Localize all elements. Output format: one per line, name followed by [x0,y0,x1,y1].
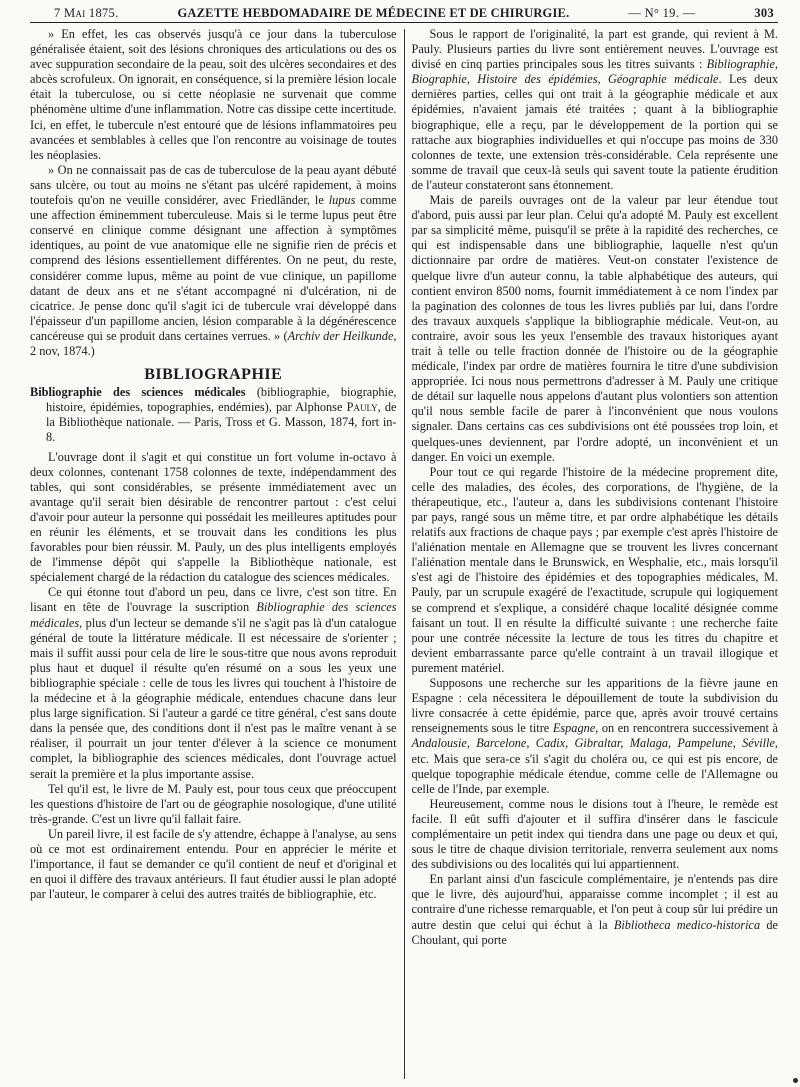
paragraph: Pour tout ce qui regarde l'histoire de la médecine proprement dite, celle des maladies, des écoles, des corporations, de l'hygiène, de la thérapeutique, etc., l'auteur a, dans les subdivisions contenant l'histoire par pays, rangé sous un même titre, et par ordre alphabétique les détails relatifs aux fractions de chaque pays ; par exemple c'est après l'histoire de l'aliénation mentale en Allemagne que se trouvent les livres concernant l'aliénation mentale dans le Brunswick, en Wesphalie, etc., mais lorsqu'il s'est agi de l'histoire des épidémies et des topographies médicales, M. Pauly, par un scrupule exagéré de l'exactitude, scrupule qui logiquement se comprend et s'explique, a considéré chaque localité désignée comme faisant un tout. Il en résulte la difficulté suivante : une recherche faite pour une contrée nécessite la lecture de tous les titres du chapitre et devient embarrassante parce qu'elle contraint à un travail illogique et purement matériel. [411,464,778,675]
paragraph: Supposons une recherche sur les apparitions de la fièvre jaune en Espagne : cela nécessitera le dépouillement de toute la subdivision du livre consacrée à cette épidémie, parce que, après avoir trouvé certains renseignements sous le titre Espagne, on en rencontrera successivement à Andalousie, Barcelone, Cadix, Gibraltar, Malaga, Pampelune, Séville, etc. Mais que sera-ce s'il s'agit du choléra ou, ce qui est pis encore, de quelque topographie médicale étendue, comme celle de l'Allemagne ou celle de l'Inde, par exemple. [411,676,778,796]
issue-number: — N° 19. — [628,6,696,20]
paragraph: Heureusement, comme nous le disions tout à l'heure, le remède est facile. Il eût suffi d'ajouter et il suffira d'insérer dans le fascicule complémentaire un petit index qui tiendra dans une page ou deux et qui, sous le titre de chaque division territoriale, renverra seulement aux noms des subdivisions ou des localités qui lui appartiennent. [411,796,778,872]
right-column [405,27,779,1079]
paragraph: L'ouvrage dont il s'agit et qui constitue un fort volume in-octavo à deux colonnes, contenant 1758 colonnes de texte, indépendamment des tables, qui sont considérables, se présente immédiatement avec un avantage qu'il serait bien désirable de rencontrer partout : c'est celui d'avoir pour auteur la personne qui possédait les meilleures aptitudes pour en réunir les éléments, et se trouvait dans les conditions les plus favorables pour bien réussir. M. Pauly, un des plus intelligents employés de l'immense dépôt qui s'appelle la Bibliothèque nationale, est spécialement chargé de la rédaction du catalogue des sciences médicales. [30,449,397,585]
paragraph: Ce qui étonne tout d'abord un peu, dans ce livre, c'est son titre. En lisant en tête de l'ouvrage la suscription Bibliographie des sciences médicales, plus d'un lecteur se demande s'il ne s'agit pas là d'un catalogue général de toute la littérature médicale. Il est nécessaire de s'orienter ; mais il suffit aussi pour cela de lire le sous-titre que nous avons reproduit plus haut et duquel il résulte qu'en résumé on a sous les yeux une bibliographie spéciale : celle de tous les livres qui touchent à l'histoire de la médecine et à la géographie médicale, entendues chacune dans leur plus large signification. Si l'auteur a gardé ce titre général, c'est sans doute dans la pensée que, des conditions dont il n'est pas le maître venant à se réaliser, il pourrait un jour tenter d'élever à la science ce monument complet, la bibliographie des sciences médicales, dont l'ouvrage actuel serait la première et la plus importante assise. [30,585,397,781]
running-head [30,6,778,23]
bibliography-entry: Bibliographie des sciences médicales (bibliographie, biographie, histoire, épidémies, topographies, endémies), par Alphonse Pauly, de la Bibliothèque nationale. — Paris, Tross et G. Masson, 1874, fort in-8. [30,385,397,445]
text-columns [30,27,778,1079]
paragraph: » En effet, les cas observés jusqu'à ce jour dans la tuberculose généralisée étaient, soit des lésions chroniques des articulations ou des os avec suppuration secondaire de la peau, soit des ulcères secondaires et des abcès scrofuleux. On ignorait, en conséquence, si la première lésion locale était la tuberculose, ou si cette néoplasie ne survenait que comme phénomène ultime d'une inflammation. Notre cas dissipe cette incertitude. Ici, en effet, le tubercule n'est entouré que de lésions inflammatoires peu avancées et semblables à celles que l'on rencontre au voisinage de toutes les néoplasies. [30,27,397,162]
paragraph: Tel qu'il est, le livre de M. Pauly est, pour tous ceux que préoccupent les questions d'histoire de l'art ou de géographie nosologique, d'une utilité très-grande. C'est un livre qu'il fallait faire. [30,781,397,826]
paragraph: Mais de pareils ouvrages ont de la valeur par leur étendue tout d'abord, puis aussi par leur plan. Celui qu'a adopté M. Pauly est excellent par sa simplicité même, puisqu'il se prête à la rapidité des recherches, ce qui est indispensable dans une bibliographie, laquelle n'est qu'un dictionnaire par ordre de matières. Veut-on constater l'existence de quelque livre d'un auteur connu, la table alphabétique des auteurs, qui contient environ 8500 noms, fournit immédiatement à ce nom l'index par la pagination des colonnes de tous les livres publiés par lui, dans l'ordre des travaux auxquels s'applique la bibliographie médicale. Veut-on, au contraire, avoir sous les yeux l'ensemble des travaux historiques ayant trait à telle ou telle fraction donnée de l'histoire ou de la géographie médicale, l'index par ordre de matières fournira le titre d'une subdivision appropriée. Ici nous nous permettrons d'adresser à M. Pauly une critique de détail sur laquelle nous appelons d'autant plus volontiers son attention qu'il nous semble facile de parer à l'inconvénient que nous voulons signaler. Dans certains cas ces subdivisions ont été poussées trop loin, et quelques-unes deviennent, par l'ordre adopté, un inconvénient et un danger. En voici un exemple. [411,193,778,464]
paragraph: Sous le rapport de l'originalité, la part est grande, qui revient à M. Pauly. Plusieurs parties du livre sont entièrement neuves. L'ouvrage est divisé en cinq parties principales sous les titres suivants : Bibliographie, Biographie, Histoire des épidémies, Géographie médicale. Les deux dernières parties, celles qui ont trait à la géographie médicale et aux épidémies, n'avaient jamais été traitées ; quant à la bibliographie biographique, elle a reçu, par le développement de la portion qui se rattache aux biographies individuelles et qui n'occupe pas moins de 330 colonnes de texte, une extension très-considérable. Cela représente une somme de travail que ceux-là seuls qui savent toute la patiente érudition de l'auteur constateront sans étonnement. [411,27,778,192]
scan-dot-mark [793,1078,798,1083]
journal-title: GAZETTE HEBDOMADAIRE DE MÉDECINE ET DE CHIRURGIE. [177,6,570,20]
paragraph: En parlant ainsi d'un fascicule complémentaire, je n'entends pas dire que le livre, dès aujourd'hui, apparaisse comme incomplet ; il est au contraire d'une richesse remarquable, et l'on peut à coup sûr lui prédire un autre destin que celui qui échut à la Bibliotheca medico-historica de Choulant, qui porte [411,872,778,947]
book-title: Bibliographie des sciences médicales [30,385,246,400]
issue-date: 7 Mai 1875. [54,6,119,20]
page-number: 303 [754,6,774,20]
book-author: Pauly [346,400,378,415]
section-title: BIBLIOGRAPHIE [144,366,283,384]
paragraph: » On ne connaissait pas de cas de tuberculose de la peau ayant débuté sans ulcère, ou tout au moins ne s'étant pas ulcéré rapidement, à moins toutefois qu'on ne veuille considérer, avec Friedländer, le lupus comme une affection éminemment tuberculeuse. Mais si le terme lupus peut être conservé en clinique comme désignant une affection à symptômes identiques, au point de vue anatomique elle ne signifie rien de précis et comprend des lésions essentiellement différentes. On ne peut, du reste, considérer comme lupus, même au point de vue clinique, un papillome datant de deux ans et ne s'étant accompagné ni d'ulcération, ni de cicatrice. Je pense donc qu'il s'agit ici de tubercule vrai développé dans l'épaisseur d'un papillome ancien, lésion comparable à la dégénérescence cancéreuse qui se produit dans certaines verrues. » (Archiv der Heilkunde, 2 nov, 1874.) [30,162,397,358]
left-column [30,27,404,1079]
paragraph: Un pareil livre, il est facile de s'y attendre, échappe à l'analyse, au sens où ce mot est ordinairement entendu. Pour en apprécier le mérite et l'importance, il faut se demander ce qu'il contient de neuf et d'original et en quoi il diffère des travaux antérieurs. Il faut étudier aussi le plan adopté par l'auteur, le comparer à celui des autres traités de bibliographie, etc. [30,826,397,902]
